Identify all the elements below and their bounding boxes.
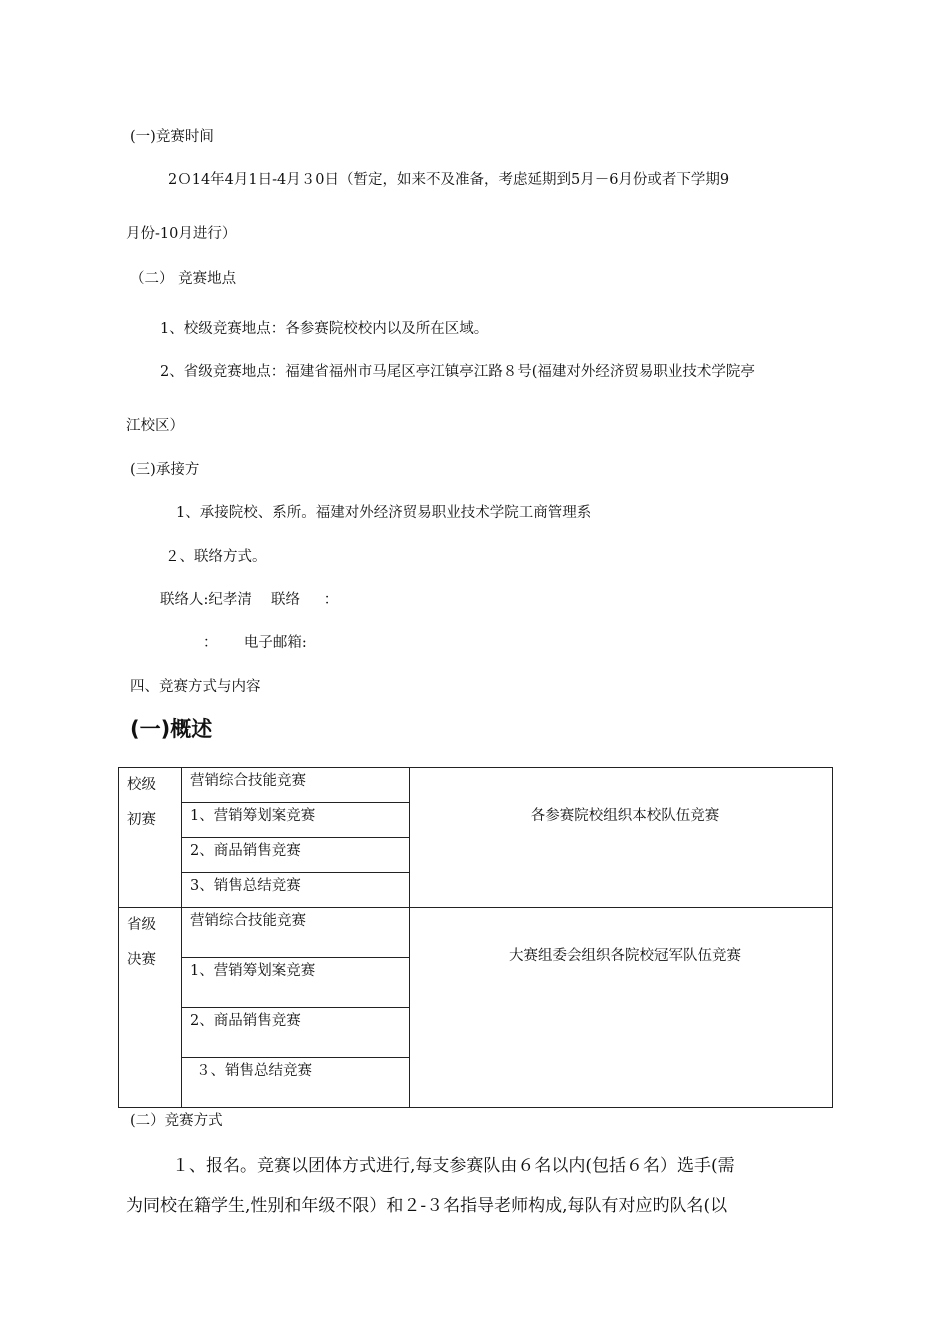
school-item-3: 2、商品销售竞赛: [182, 838, 410, 873]
school-item-4: 3、销售总结竞赛: [182, 873, 410, 908]
method-title: (二）竞赛方式: [130, 1113, 223, 1129]
province-item-2: 1、营销筹划案竞赛: [182, 958, 410, 1008]
school-desc-cell: [410, 768, 833, 908]
section-time-line1: 2Ｏ14年4月1日-4月３0日（暂定，如来不及准备，考虑延期到5月－6月份或者下学期9: [168, 172, 730, 188]
school-desc: 各参赛院校组织本校队伍竞赛: [530, 808, 720, 824]
section-place-title: （二） 竞赛地点: [130, 271, 237, 287]
table-row: [119, 768, 833, 803]
part4-title: 四、竞赛方式与内容: [130, 679, 261, 695]
province-level-line1: 省级: [127, 917, 156, 933]
signup-line1: １、报名。竞赛以团体方式进行,每支参赛队由６名以内(包括６名）选手(需: [172, 1156, 735, 1176]
contact-line1: 联络人:纪孝清 联络 ：: [160, 592, 339, 608]
school-item-2: 1、营销筹划案竞赛: [182, 803, 410, 838]
school-level-cell: [119, 768, 182, 908]
province-level-cell: [119, 908, 182, 1108]
overview-title: (一)概述: [130, 717, 213, 741]
section-host-1: 1、承接院校、系所。福建对外经济贸易职业技术学院工商管理系: [176, 505, 592, 521]
province-item-3: 2、商品销售竞赛: [182, 1008, 410, 1058]
province-desc: 大赛组委会组织各院校冠军队伍竞赛: [509, 948, 741, 964]
table-row: [119, 908, 833, 958]
contact-line2: ： 电子邮箱:: [203, 635, 307, 651]
competition-overview-table: [118, 767, 833, 1108]
school-level-line1: 校级: [127, 777, 156, 793]
section-host-title: (三)承接方: [130, 462, 200, 478]
section-place-2-line2: 江校区）: [126, 418, 184, 434]
province-item-4: ３、销售总结竞赛: [182, 1058, 410, 1108]
section-time-line2: 月份-10月进行）: [126, 226, 237, 242]
section-place-2-line1: 2、省级竞赛地点：福建省福州市马尾区亭江镇亭江路８号(福建对外经济贸易职业技术学院亭: [160, 364, 755, 380]
school-item-1: 营销综合技能竞赛: [182, 768, 410, 803]
province-desc-cell: [410, 908, 833, 1108]
province-item-1: 营销综合技能竞赛: [182, 908, 410, 958]
province-level-line2: 决赛: [127, 952, 156, 968]
section-host-2: ２、联络方式。: [165, 549, 267, 565]
section-place-1: 1、校级竞赛地点：各参赛院校校内以及所在区域。: [160, 321, 489, 337]
signup-line2: 为同校在籍学生,性别和年级不限）和２-３名指导老师构成,每队有对应旳队名(以: [126, 1196, 728, 1216]
section-time-title: (一)竞赛时间: [130, 129, 214, 145]
school-level-line2: 初赛: [127, 812, 156, 828]
